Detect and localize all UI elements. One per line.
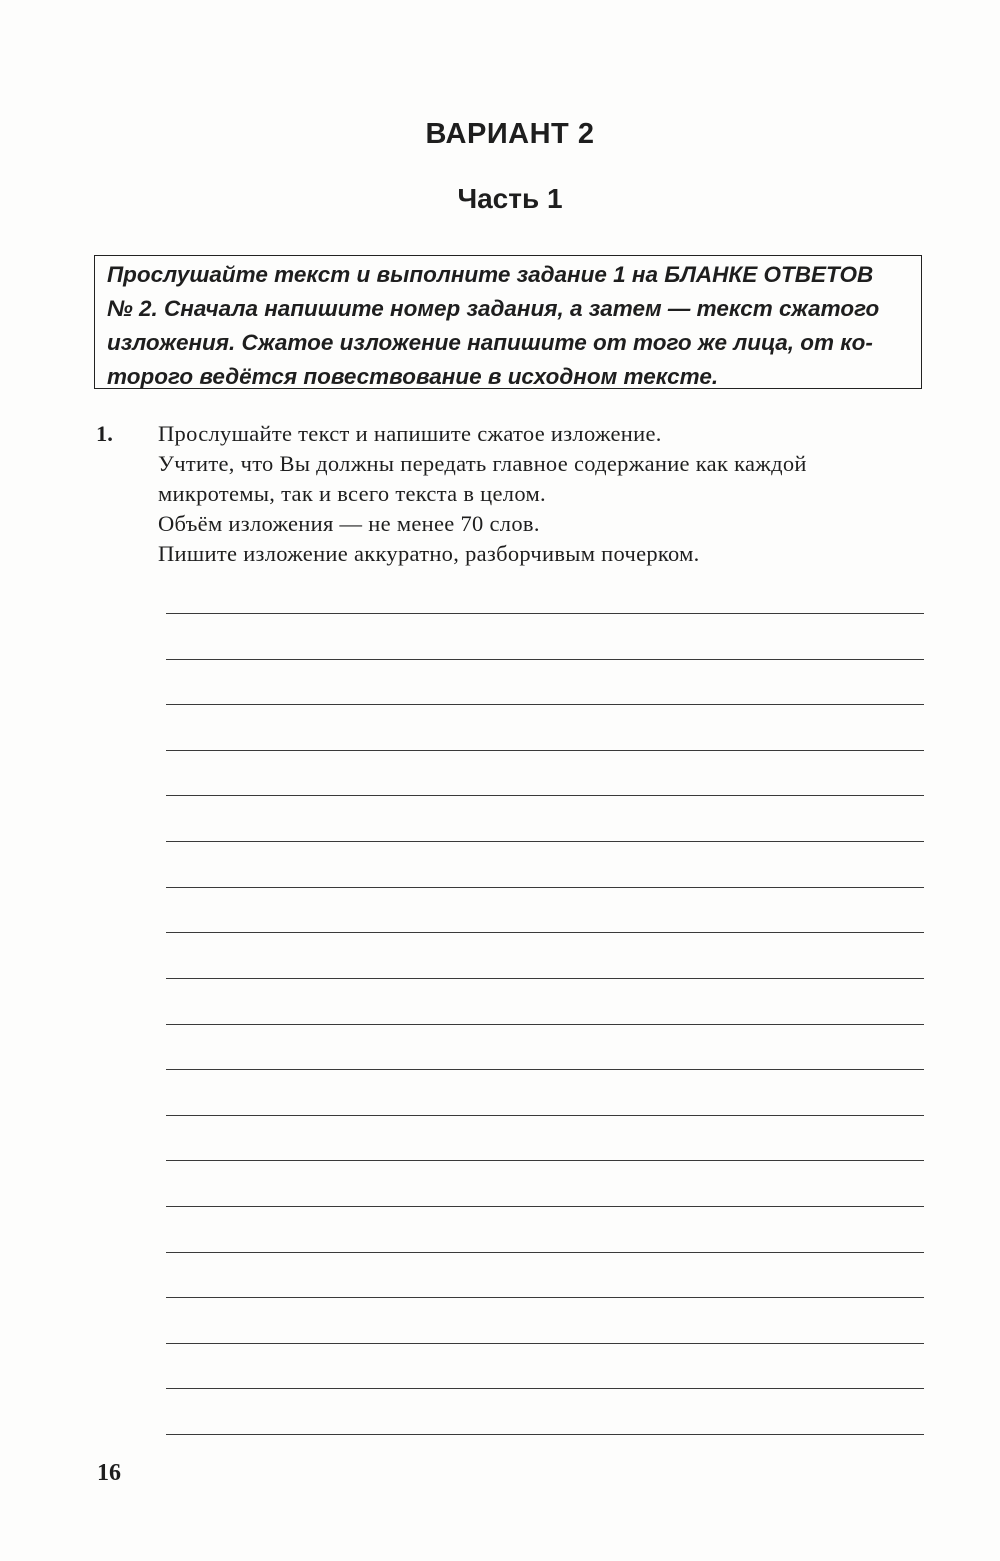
answer-line[interactable] bbox=[166, 1069, 924, 1070]
answer-line[interactable] bbox=[166, 1160, 924, 1161]
page-number: 16 bbox=[97, 1460, 121, 1486]
part-title: Часть 1 bbox=[457, 183, 563, 214]
task-number: 1. bbox=[96, 421, 113, 446]
instruction-line: № 2. Сначала напишите номер задания, а затем — текст сжатого bbox=[107, 296, 880, 321]
answer-line[interactable] bbox=[166, 841, 924, 842]
instruction-line: изложения. Сжатое изложение напишите от того же лица, от ко- bbox=[107, 330, 873, 355]
variant-title: ВАРИАНТ 2 bbox=[425, 118, 595, 150]
answer-line[interactable] bbox=[166, 978, 924, 979]
instruction-box bbox=[94, 255, 922, 389]
answer-line[interactable] bbox=[166, 887, 924, 888]
task-text-line: Объём изложения — не менее 70 слов. bbox=[158, 511, 540, 536]
task-text-line: Пишите изложение аккуратно, разборчивым почерком. bbox=[158, 541, 700, 566]
answer-line[interactable] bbox=[166, 1297, 924, 1298]
answer-line[interactable] bbox=[166, 1388, 924, 1389]
answer-line[interactable] bbox=[166, 1434, 924, 1435]
answer-line[interactable] bbox=[166, 1115, 924, 1116]
instruction-line: Прослушайте текст и выполните задание 1 на БЛАНКЕ ОТВЕТОВ bbox=[107, 262, 874, 287]
answer-line[interactable] bbox=[166, 1206, 924, 1207]
answer-line[interactable] bbox=[166, 1252, 924, 1253]
answer-line[interactable] bbox=[166, 932, 924, 933]
answer-line[interactable] bbox=[166, 613, 924, 614]
task-text-line: Учтите, что Вы должны передать главное содержание как каждой bbox=[158, 451, 807, 476]
answer-line[interactable] bbox=[166, 1343, 924, 1344]
answer-line[interactable] bbox=[166, 1024, 924, 1025]
answer-line[interactable] bbox=[166, 659, 924, 660]
task-text-line: микротемы, так и всего текста в целом. bbox=[158, 481, 546, 506]
instruction-line: торого ведётся повествование в исходном тексте. bbox=[107, 364, 719, 389]
task-text-line: Прослушайте текст и напишите сжатое изложение. bbox=[158, 421, 662, 446]
answer-line[interactable] bbox=[166, 704, 924, 705]
answer-line[interactable] bbox=[166, 795, 924, 796]
answer-line[interactable] bbox=[166, 750, 924, 751]
task-text bbox=[158, 419, 938, 569]
